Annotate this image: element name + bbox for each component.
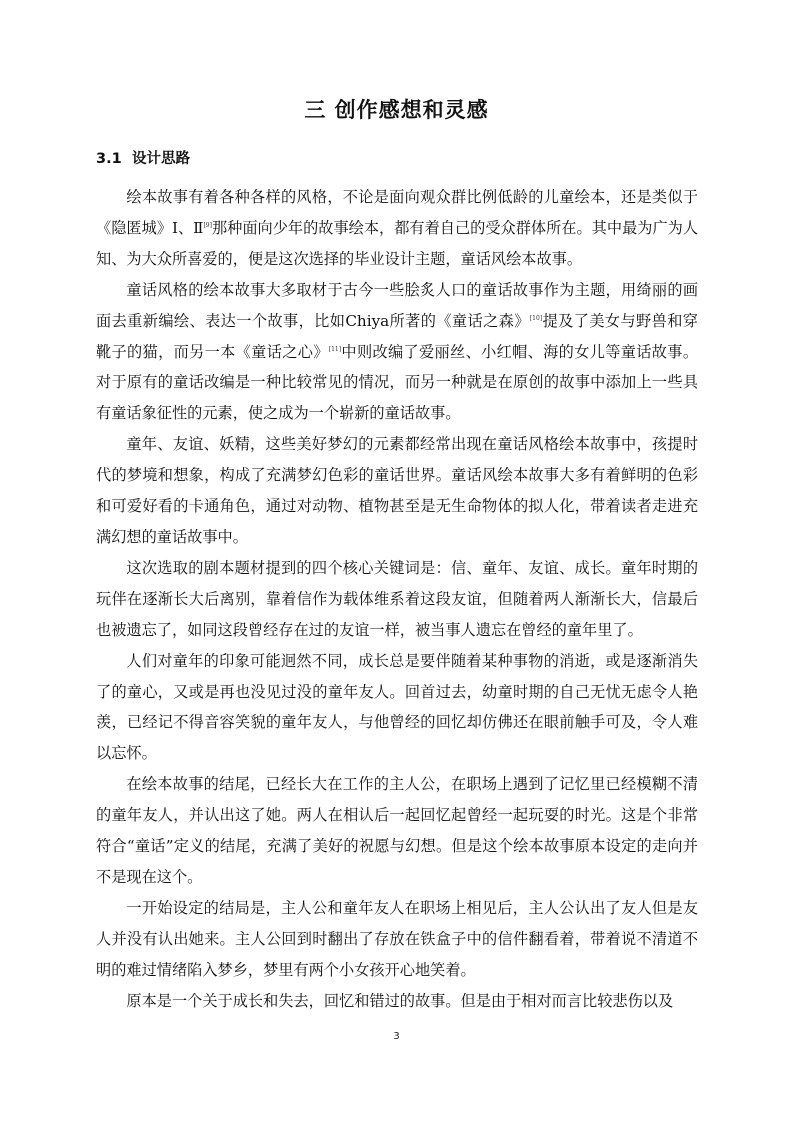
body-text (96, 182, 698, 1016)
page-number: 3 (393, 1031, 400, 1042)
paragraph: 绘本故事有着各种各样的风格，不论是面向观众群比例低龄的儿童绘本，还是类似于《隐匿城》Ⅰ、Ⅱ[9]那种面向少年的故事绘本，都有着自己的受众群体所在。其中最为广为人知、为大众所喜爱的，便是这次选择的毕业设计主题，童话风绘本故事。 (96, 188, 699, 268)
section-title: 设计思路 (132, 151, 190, 167)
paragraph: 人们对童年的印象可能迥然不同，成长总是要伴随着某种事物的消逝，或是逐渐消失了的童心，又或是再也没见过没的童年友人。回首过去，幼童时期的自己无忧无虑令人艳羡，已经记不得音容笑貌的童年友人，与他曾经的回忆却仿佛还在眼前触手可及，令人难以忘怀。 (96, 651, 698, 763)
paragraph: 一开始设定的结局是，主人公和童年友人在职场上相见后，主人公认出了友人但是友人并没有认出她来。主人公回到时翻出了存放在铁盒子中的信件翻看着，带着说不清道不明的难过情绪陷入梦乡，梦里有两个小女孩开心地笑着。 (96, 898, 698, 979)
chapter-title: 三 创作感想和灵感 (304, 98, 489, 122)
section-number: 3.1 (96, 151, 122, 167)
paragraph: 童话风格的绘本故事大多取材于古今一些脍炙人口的童话故事作为主题，用绮丽的画面去重新编绘、表达一个故事，比如Chiya所著的《童话之森》[10]提及了美女与野兽和穿靴子的猫，而另一本《童话之心》[11]中则改编了爱丽丝、小红帽、海的女儿等童话故事。对于原有的童话改编是一种比较常见的情况，而另一种就是在原创的故事中添加上一些具有童话象征性的元素，使之成为一个崭新的童话故事。 (96, 280, 699, 423)
citation-ref: [10] (529, 314, 543, 322)
paragraph: 原本是一个关于成长和失去，回忆和错过的故事。但是由于相对而言比较悲伤以及 (126, 991, 674, 1010)
citation-ref: [9] (203, 221, 212, 229)
paragraph: 在绘本故事的结尾，已经长大在工作的主人公，在职场上遇到了记忆里已经模糊不清的童年友人，并认出这了她。两人在相认后一起回忆起曾经一起玩耍的时光。这是个非常符合“童话”定义的结尾，充满了美好的祝愿与幻想。但是这个绘本故事原本设定的走向并不是现在这个。 (96, 775, 698, 886)
section-heading (96, 147, 190, 168)
citation-ref: [11] (328, 345, 342, 353)
paragraph: 这次选取的剧本题材提到的四个核心关键词是：信、童年、友谊、成长。童年时期的玩伴在逐渐长大后离别，靠着信作为载体维系着这段友谊，但随着两人渐渐长大，信最后也被遗忘了，如同这段曾经存在过的友谊一样，被当事人遗忘在曾经的童年里了。 (96, 558, 698, 639)
paragraph: 童年、友谊、妖精，这些美好梦幻的元素都经常出现在童话风格绘本故事中，孩提时代的梦境和想象，构成了充满梦幻色彩的童话世界。童话风绘本故事大多有着鲜明的色彩和可爱好看的卡通角色，通过对动物、植物甚至是无生命物体的拟人化，带着读者走进充满幻想的童话故事中。 (96, 435, 698, 546)
